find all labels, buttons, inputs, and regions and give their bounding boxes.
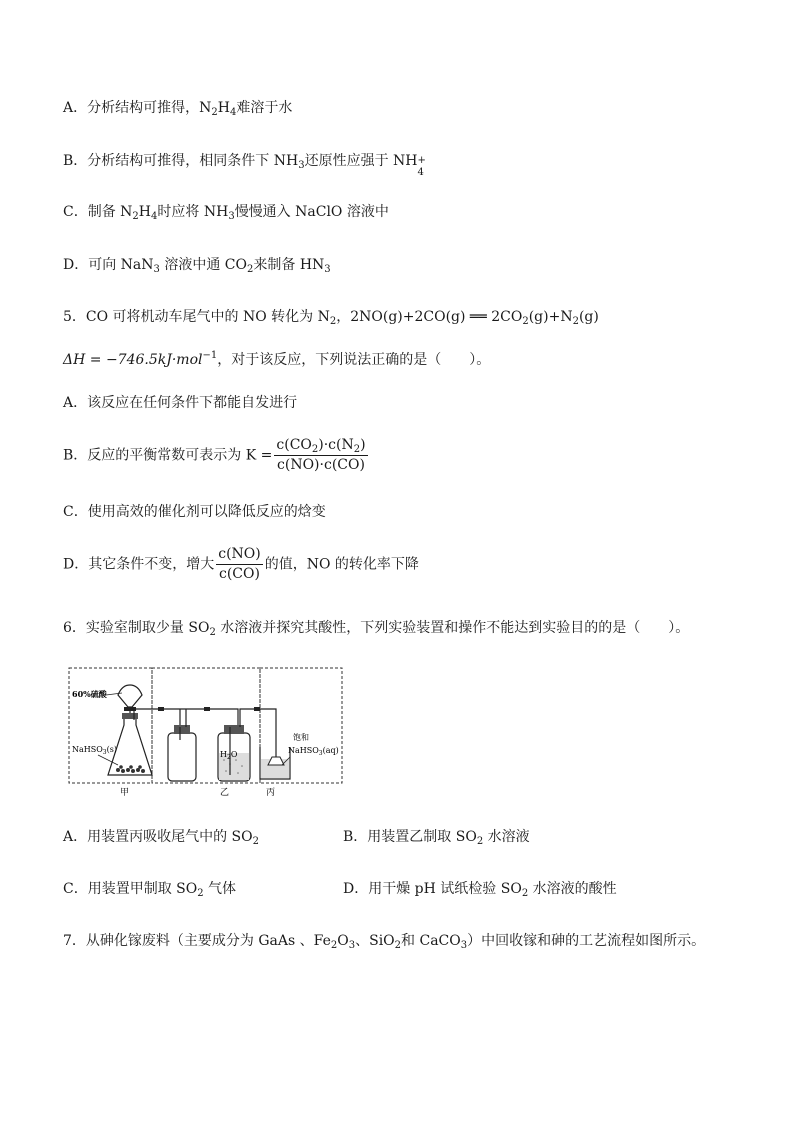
q6-stem: 6．实验室制取少量 $SO_2$ 水溶液并探究其酸性，下列实验装置和操作不能达到实验目的的是（ ）。 <box>63 620 690 638</box>
q7-stem: 7．从砷化镓废料（主要成分为 GaAs 、$Fe_2O_3$、SiO$_2$和 CaCO$_3$）中回收镓和砷的工艺流程如图所示。 <box>63 933 706 951</box>
label-jia: 甲 <box>120 788 130 798</box>
label-yi: 乙 <box>220 788 230 798</box>
q5-b-fraction: $\frac{c(CO_2)\cdot c(N_2)}{c(NO)\cdot c(CO)}$ <box>276 437 366 473</box>
label-bing: 丙 <box>266 788 276 798</box>
label-water: $H_2O$ <box>220 750 238 761</box>
water-bottle <box>218 717 250 781</box>
q4-option-b: B．分析结构可推得，相同条件下 $NH_3$还原性应强于 NH + 4 <box>63 153 426 178</box>
q5-option-b: B．反应的平衡常数可表示为 K = $\frac{c(CO_2)\cdot c(N_2)}{c(NO)\cdot c(CO)}$ <box>63 437 366 473</box>
conical-flask <box>108 713 152 775</box>
label-nahso3-solid: NaHSO$_3$(s) <box>72 745 117 756</box>
label-saturated: 饱和 <box>293 733 309 742</box>
q6-option-b: B．用装置乙制取 $SO_2$ 水溶液 <box>343 829 530 847</box>
safety-bottle <box>168 720 196 781</box>
q6-apparatus-figure <box>68 665 344 800</box>
q5-enthalpy: ΔH = −746.5kJ·mol$^{-1}$，对于该反应，下列说法正确的是（ ）。 <box>63 350 491 368</box>
q6-option-c: C．用装置甲制取 $SO_2$ 气体 <box>63 881 237 899</box>
q4-option-c: C．制备 $N_2H_4$时应将 $NH_3$慢慢通入 NaClO 溶液中 <box>63 204 389 222</box>
q5-option-d: D．其它条件不变，增大 $\frac{c(NO)}{c(CO)}$ 的值，NO 的转化率下降 <box>63 546 419 582</box>
label-sulfuric-acid: 60%硫酸 <box>72 689 107 699</box>
q4-option-a: A．分析结构可推得，$N_2H_4$难溶于水 <box>63 100 293 118</box>
q6-option-a: A．用装置丙吸收尾气中的 $SO_2$ <box>63 829 260 847</box>
q5-d-fraction: $\frac{c(NO)}{c(CO)}$ <box>218 546 261 582</box>
beaker <box>260 747 290 779</box>
q6-option-d: D．用干燥 pH 试纸检验 $SO_2$ 水溶液的酸性 <box>343 881 617 899</box>
q5-option-a: A．该反应在任何条件下都能自发进行 <box>63 395 298 411</box>
label-nahso3-aq: NaHSO$_3$(aq) <box>288 746 339 757</box>
q5-option-c: C．使用高效的催化剂可以降低反应的焓变 <box>63 504 326 520</box>
q4-option-d: D．可向 NaN$_3$ 溶液中通 $CO_2$来制备 $HN_3$ <box>63 257 331 275</box>
q5-stem: 5．CO 可将机动车尾气中的 NO 转化为 $N_2$，2NO(g)+2CO(g) ══ $2CO_2(g)+N_2(g)$ <box>63 309 599 327</box>
